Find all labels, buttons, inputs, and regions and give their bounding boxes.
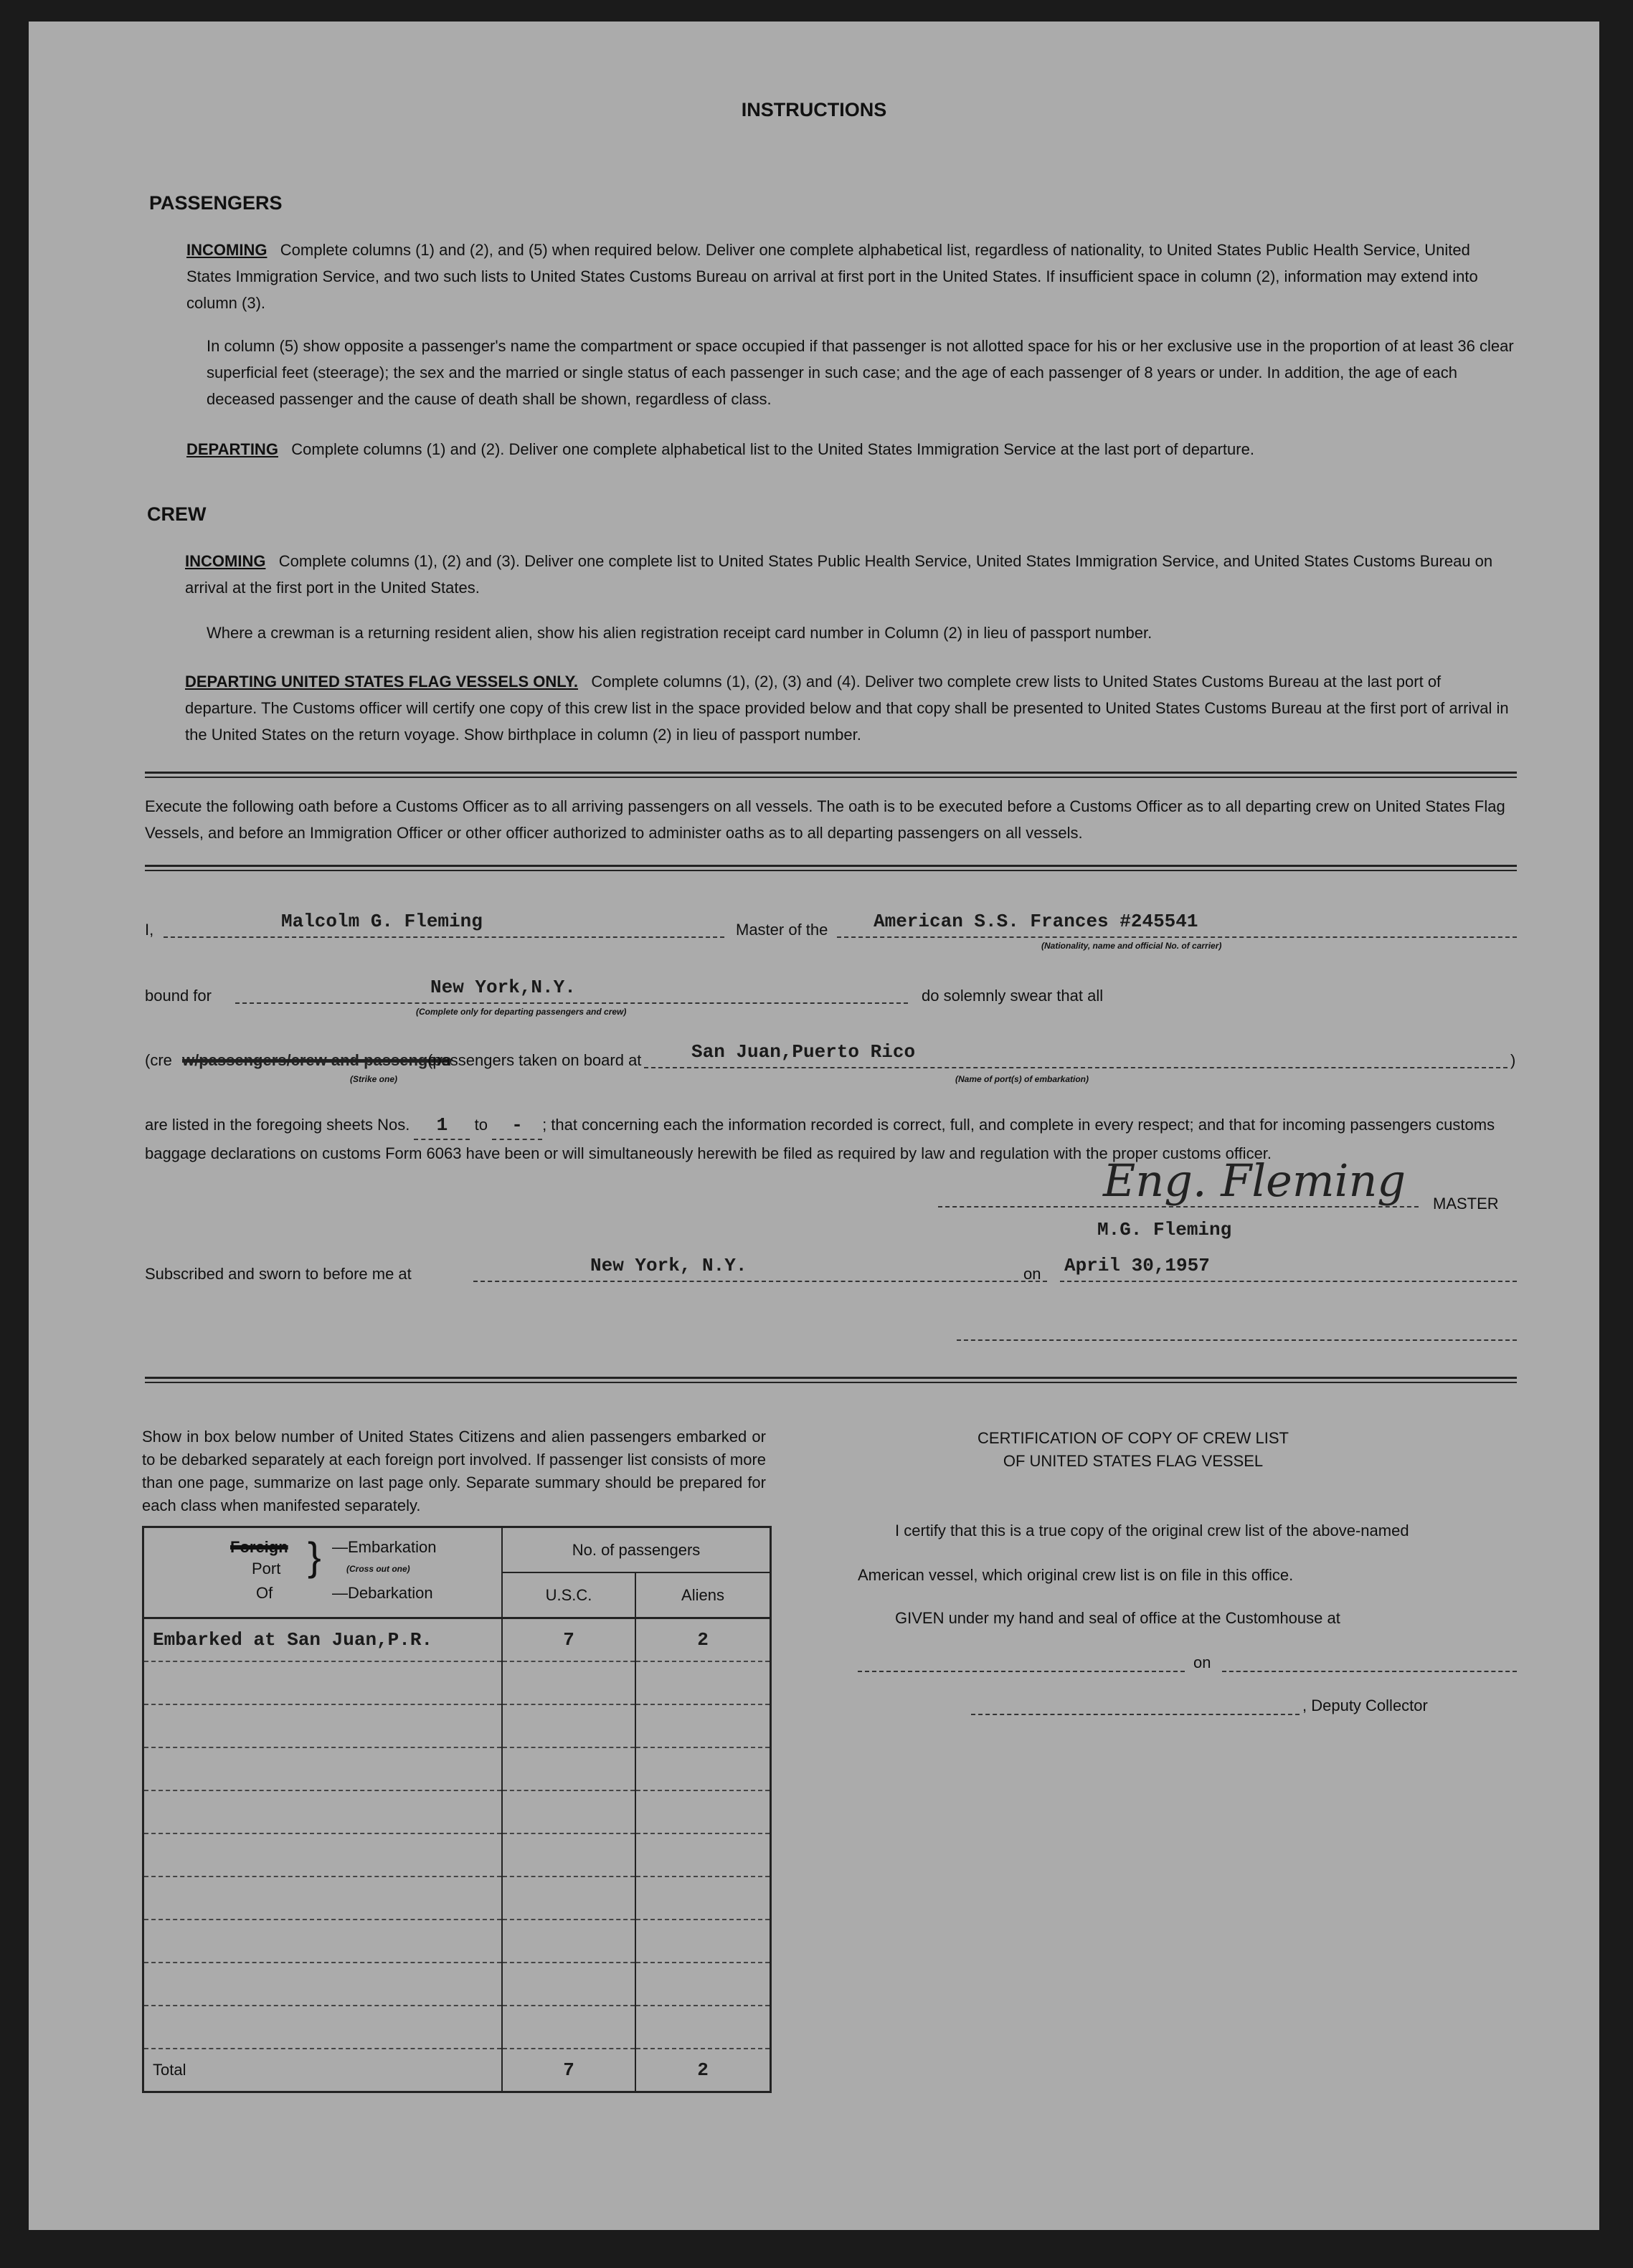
bound-for-caption: (Complete only for departing passengers and crew) [416,1007,627,1017]
port-header-cell [143,1527,503,1618]
sheet-to-value: - [511,1114,523,1136]
total-usc [502,2049,635,2092]
bound-for-value: New York,N.Y. [430,977,576,998]
oath-instruction: Execute the following oath before a Customs Officer as to all arriving passengers on all vessels. The oath is to be executed before a Customs Officer as to all departing crew on United States Flag Vessels, and before an Immigration Officer or other officer authorized to administer oaths as to all departing passengers on all vessels. [145,797,1505,842]
header-of: Of [256,1584,273,1602]
total-usc-value: 7 [563,2059,574,2081]
divider [145,865,1517,871]
crew-heading: CREW [147,503,207,525]
master-name-line [164,935,724,938]
certify-line1: I certify that this is a true copy of the original crew list of the above-named [895,1522,1409,1539]
swear-text: do solemnly swear that all [922,987,1104,1005]
listed-text: ; that concerning each the information recorded is correct, full, and complete in every respect; and that for incoming passengers customs baggage declarations on customs Form 6063 have been or will simultaneously herewith be filed as required by law and regulation with the proper customs officer. [145,1116,1495,1162]
summary-instruction: Show in box below number of United States Citizens and alien passengers embarked or to be debarked separately at each foreign port involved. If passenger list consists of more than one page, summarize on last page only. Separate summary should be prepared for each class when manifested separately. [142,1428,766,1514]
vessel-caption: (Nationality, name and official No. of carrier) [1041,941,1222,951]
table-row [143,1833,771,1876]
cert-date-line [1222,1669,1517,1672]
aliens-header: Aliens [635,1572,771,1618]
no-of-passengers-header: No. of passengers [502,1527,771,1573]
row-usc [502,1618,635,1662]
vessel-line [837,935,1517,938]
header-struck: Foreign [230,1538,288,1556]
bracket: } [308,1534,321,1579]
total-aliens [635,2049,771,2092]
usc-header: U.S.C. [502,1572,635,1618]
deputy-collector: , Deputy Collector [1302,1697,1428,1714]
sheet-to [492,1111,542,1140]
sworn-date: April 30,1957 [1064,1255,1210,1276]
deputy-line [971,1712,1300,1715]
bound-for-line [235,1001,908,1004]
crew-departing [185,668,1517,748]
signature: Eng. Fleming [1103,1154,1406,1207]
bound-for-label: bound for [145,987,212,1005]
divider [145,772,1517,778]
table-row [143,1661,771,1704]
signed-name: M.G. Fleming [1097,1219,1232,1240]
passengers-departing [186,436,1517,462]
certification-title [846,1427,1420,1473]
instructions-title: INSTRUCTIONS [741,99,887,120]
sheet-from-value: 1 [436,1114,448,1136]
subscribed-label: Subscribed and sworn to before me at [145,1265,412,1283]
table-row [143,1618,771,1662]
crew-incoming-text: Complete columns (1), (2) and (3). Deliver one complete list to United States Public Health Service, United States Immigration Service, and United States Customs Bureau on arrival at the first port in the United States. [185,552,1493,597]
sworn-place-line [473,1279,1047,1282]
crew-incoming [185,548,1517,601]
cert-on-label: on [1193,1653,1211,1671]
struck-option: w/passengers/crew and passengers [182,1051,452,1069]
passengers-incoming [186,237,1517,316]
taken-label: (passengers taken on board at [427,1051,642,1069]
total-row [143,2049,771,2092]
port-value: San Juan,Puerto Rico [691,1041,916,1063]
sworn-date-line [1060,1279,1517,1282]
to-label: to [474,1116,488,1134]
listed-label: are listed in the foregoing sheets Nos. [145,1116,410,1134]
crew-resident: Where a crewman is a returning resident alien, show his alien registration receipt card number in Column (2) in lieu of passport number. [207,624,1152,642]
master-name: Malcolm G. Fleming [281,911,483,932]
header-port: Port [252,1560,281,1577]
table-row [143,1790,771,1833]
table-row [143,1963,771,2006]
certification-title-line1: CERTIFICATION OF COPY OF CREW LIST [978,1429,1289,1447]
table-row [143,1747,771,1790]
port-line [644,1066,1507,1068]
passengers-heading: PASSENGERS [149,192,283,214]
crew-departing-label: DEPARTING UNITED STATES FLAG VESSELS ONLY. [185,673,579,691]
master-of-label: Master of the [736,921,828,939]
passenger-summary-table [142,1526,772,2093]
row-aliens-value: 2 [697,1629,709,1651]
header-debarkation: —Debarkation [332,1584,433,1602]
customhouse-line [858,1669,1185,1672]
passengers-incoming-text: Complete columns (1) and (2), and (5) when required below. Deliver one complete alphabetical list, regardless of nationality, to United States Public Health Service, United States Immigration Service, and two such lists to United States Customs Bureau on arrival at first port in the United States. If insufficient space in column (2), information may extend into column (3). [186,241,1478,312]
given-line: GIVEN under my hand and seal of office at the Customhouse at [895,1609,1340,1627]
total-label: Total [153,2061,186,2079]
header-cross-out: (Cross out one) [346,1564,410,1574]
passengers-column5: In column (5) show opposite a passenger's name the compartment or space occupied if that passenger is not allotted space for his or her exclusive use in the proportion of at least 36 clear superficial feet (steerage); the sex and the married or single status of each passenger in such case; and the age of each passenger of 8 years or under. In addition, the age of each deceased passenger and the cause of death shall be shown, regardless of class. [207,337,1514,408]
master-label: MASTER [1433,1195,1499,1213]
sworn-on-label: on [1023,1265,1041,1283]
sworn-place: New York, N.Y. [590,1255,747,1276]
divider [145,1377,1517,1383]
vessel-name: American S.S. Frances #245541 [874,911,1198,932]
passengers-incoming-label: INCOMING [186,241,268,259]
port-caption: (Name of port(s) of embarkation) [955,1074,1089,1084]
row-aliens [635,1618,771,1662]
passengers-departing-text: Complete columns (1) and (2). Deliver one complete alphabetical list to the United States Immigration Service at the last port of departure. [291,440,1254,458]
close-paren: ) [1510,1051,1516,1069]
oath-i-label: I, [145,921,154,939]
crew-incoming-label: INCOMING [185,552,266,570]
table-row [143,2006,771,2049]
sheet-from [414,1111,470,1140]
crew-departing-text: Complete columns (1), (2), (3) and (4). Deliver two complete crew lists to United States Customs Bureau at the last port of departure. The Customs officer will certify one copy of this crew list in the space provided below and that copy shall be presented to United States Customs Bureau at the first port of arrival in the United States on the return voyage. Show birthplace in column (2) in lieu of passport number. [185,673,1509,744]
passengers-departing-label: DEPARTING [186,440,278,458]
certification-title-line2: OF UNITED STATES FLAG VESSEL [1003,1452,1264,1470]
officer-signature-line [957,1338,1517,1341]
document-page [29,22,1599,2230]
row-usc-value: 7 [563,1629,574,1651]
row-port [143,1618,503,1662]
total-aliens-value: 2 [697,2059,709,2081]
table-row [143,1704,771,1747]
table-row [143,1920,771,1963]
strike-caption: (Strike one) [350,1074,398,1084]
row-port-value: Embarked at San Juan,P.R. [153,1629,433,1651]
header-embarkation: —Embarkation [332,1538,437,1556]
open-paren: (cre [145,1051,172,1069]
table-row [143,1876,771,1920]
certify-line2: American vessel, which original crew list is on file in this office. [858,1566,1294,1584]
